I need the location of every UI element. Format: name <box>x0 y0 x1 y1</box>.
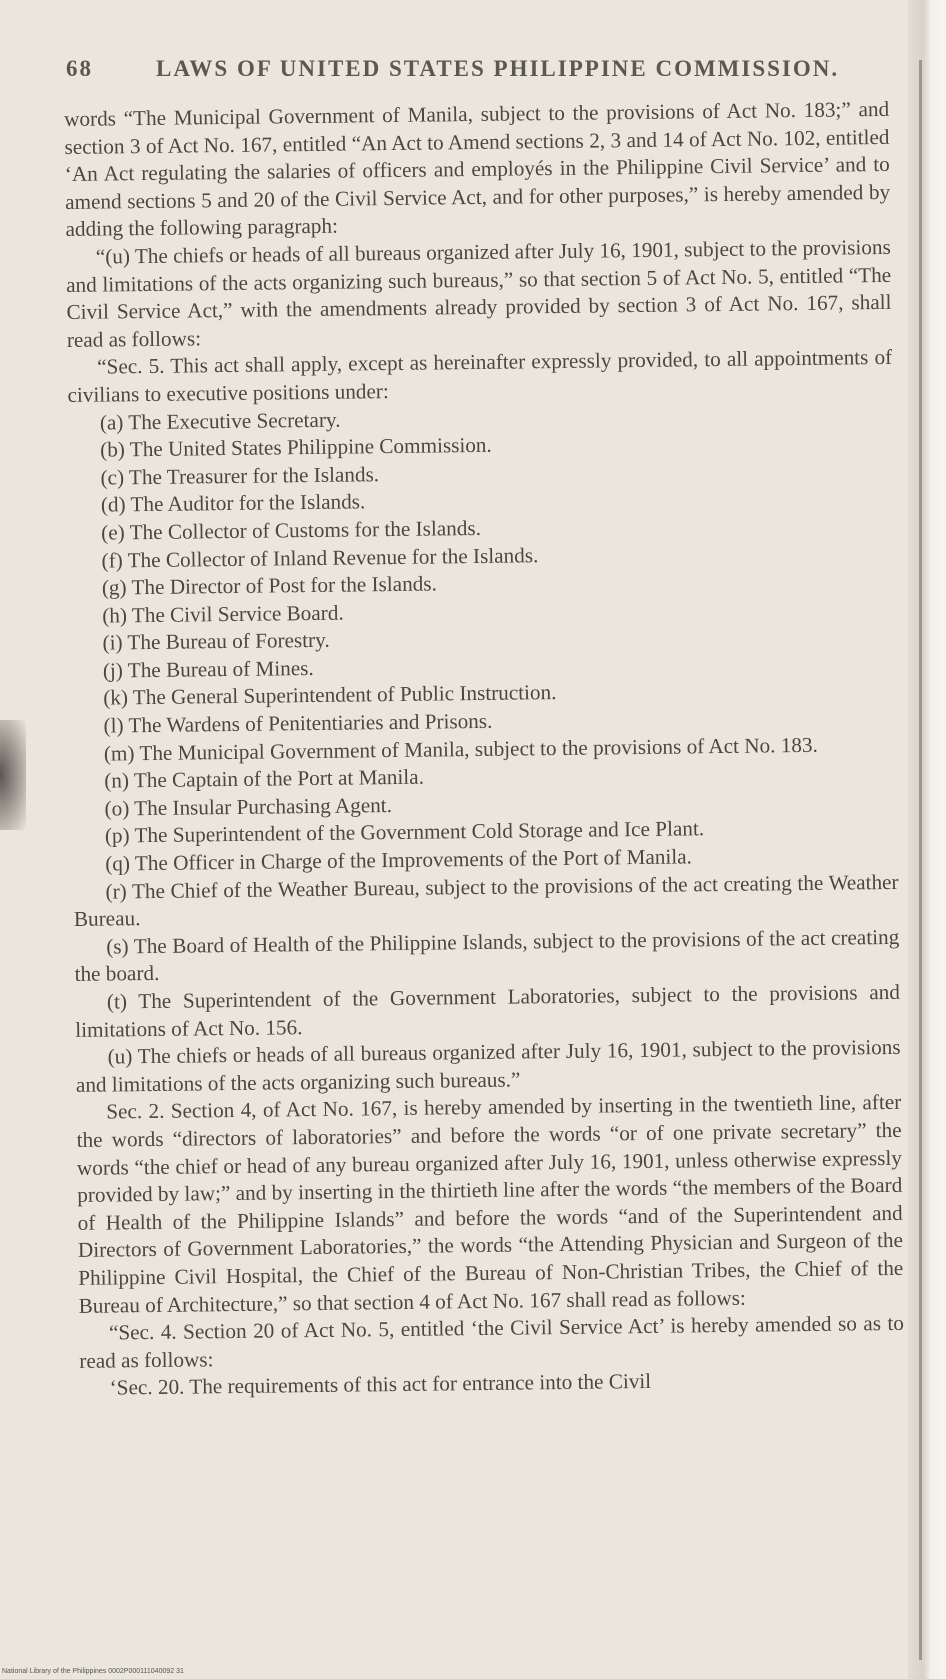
list-item: (u) The chiefs or heads of all bureaus organized after July 16, 1901, subject to the provisions and limitations of the acts organizing such bureaus.” <box>75 1035 901 1097</box>
list-item: (p) The Superintendent of the Government Cold Storage and Ice Plant. <box>104 816 705 848</box>
page-edge <box>908 0 946 1679</box>
list-item: (t) The Superintendent of the Government Laboratories, subject to the provisions and limitations of Act No. 156. <box>75 979 901 1042</box>
body-text <box>64 96 905 1403</box>
list-item: (q) The Officer in Charge of the Improvements of the Port of Manila. <box>105 844 692 876</box>
section-5-heading: “Sec. 5. This act shall apply, except as hereinafter expressly provided, to all appointments of civilians to executive positions under: <box>67 345 893 407</box>
list-item: (a) The Executive Secretary. <box>99 407 341 435</box>
list-item: (j) The Bureau of Mines. <box>102 655 314 683</box>
list-item: (e) The Collector of Customs for the Islands. <box>101 515 482 545</box>
paragraph-u: “(u) The chiefs or heads of all bureaus organized after July 16, 1901, subject to the provisions and limitations of the acts organizing such bureaus,” so that section 5 of Act No. 5, entitled “The Civil Service Act,” with the amendments already provided by section 3 of Act No. 167, shall read as follows: <box>66 234 892 352</box>
section-2-paragraph: Sec. 2. Section 4, of Act No. 167, is hereby amended by inserting in the twentieth line, after the words “directors of laboratories” and before the words “or of one private secretary” the words “the chief or head of any bureau organized after July 16, 1901, unless otherwise expressly provided by law;” and by inserting in the thirtieth line after the words “the members of the Board of Health of the Philippine Islands” and before the words “and of the Superintendent and Directors of Government Laboratories,” the words “the Attending Physician and Surgeon of the Philippine Civil Hospital, the Chief of the Bureau of Non-Christian Tribes, the Chief of the Bureau of Architecture,” so that section 4 of Act No. 167 shall read as follows: <box>76 1090 904 1318</box>
list-item: (c) The Treasurer for the Islands. <box>100 461 380 490</box>
list-item: (k) The General Superintendent of Public Instruction. <box>103 680 557 711</box>
list-item: (i) The Bureau of Forestry. <box>102 628 330 655</box>
section-4-paragraph: “Sec. 4. Section 20 of Act No. 5, entitled ‘the Civil Service Act’ is hereby amended so as to read as follows: <box>79 1310 905 1373</box>
intro-paragraph: words “The Municipal Government of Manila, subject to the provisions of Act No. 183;” and section 3 of Act No. 167, entitled “An Act to Amend sections 2, 3 and 14 of Act No. 102, entitled ‘An Act regulating the salaries of officers and employés in the Philippine Civil Service’ and to amend sections 5 and 20 of the Civil Service Act, and for other purposes,” is hereby amended by adding the following paragraph: <box>64 96 891 242</box>
list-item: (d) The Auditor for the Islands. <box>100 489 366 517</box>
list-item: (r) The Chief of the Weather Bureau, subject to the provisions of the act creating the Weather Bureau. <box>73 869 899 932</box>
section-20-paragraph: ‘Sec. 20. The requirements of this act for entrance into the Civil <box>109 1369 652 1400</box>
list-item: (m) The Municipal Government of Manila, subject to the provisions of Act No. 183. <box>103 732 818 766</box>
running-title: LAWS OF UNITED STATES PHILIPPINE COMMISSION. <box>156 56 840 81</box>
page-number: 68 <box>66 56 93 81</box>
scan-identifier: National Library of the Philippines 0002P000111040092 31 <box>2 1668 184 1675</box>
list-item: (g) The Director of Post for the Islands. <box>101 571 438 600</box>
list-item: (l) The Wardens of Penitentiaries and Prisons. <box>103 708 493 738</box>
running-header <box>66 56 856 86</box>
list-item: (b) The United States Philippine Commission. <box>100 432 492 462</box>
page-edge-line <box>919 60 922 1660</box>
list-item: (s) The Board of Health of the Philippine Islands, subject to the provisions of the act creating the board. <box>74 924 900 987</box>
list-item: (f) The Collector of Inland Revenue for the Islands. <box>101 542 539 573</box>
list-item: (n) The Captain of the Port at Manila. <box>104 764 425 793</box>
binding-shadow <box>0 720 26 830</box>
list-item: (o) The Insular Purchasing Agent. <box>104 792 393 821</box>
list-item: (h) The Civil Service Board. <box>102 600 344 628</box>
